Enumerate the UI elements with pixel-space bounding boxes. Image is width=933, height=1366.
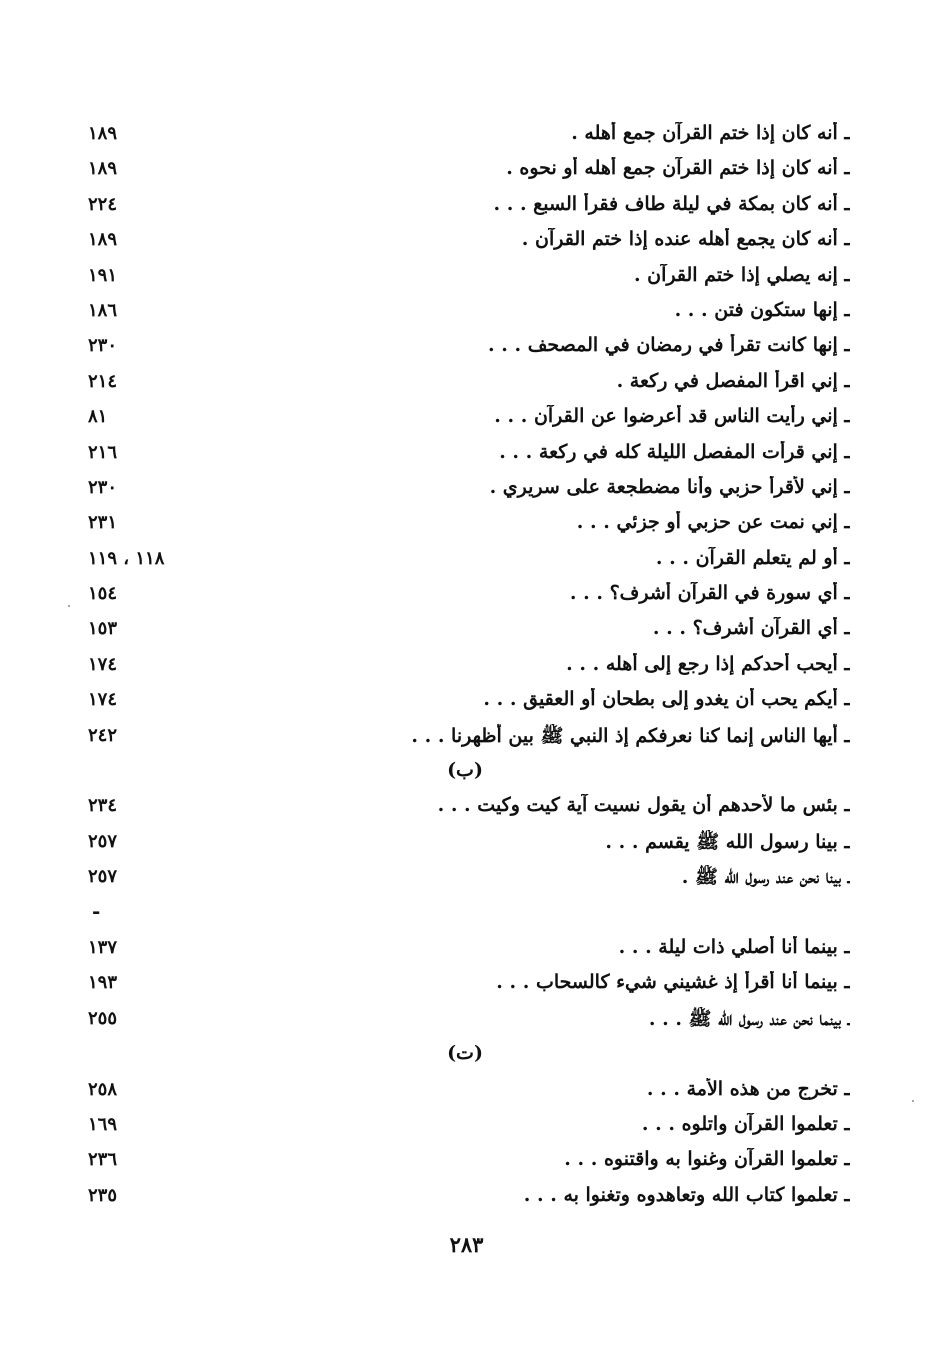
hadith-opening-text: ـ أيكم يحب أن يغدو إلى بطحان أو العقيق . . .	[483, 688, 850, 711]
hadith-opening-text: ـ أي القرآن أشرف؟ . . .	[652, 617, 850, 640]
hadith-opening-text: ـ تعلموا كتاب الله وتعاهدوه وتغنوا به . . .	[523, 1183, 850, 1206]
hadith-opening-text: ـ تخرج من هذه الأمة . . .	[646, 1077, 850, 1100]
index-entry	[80, 580, 850, 615]
hadith-opening-text: ـ أيحب أحدكم إذا رجع إلى أهله . . .	[566, 652, 850, 675]
index-entry	[80, 474, 850, 509]
index-entry	[80, 509, 850, 544]
hadith-opening-text: ـ بينما أنا أصلي ذات ليلة . . .	[618, 935, 850, 958]
page-reference: ١٣٧	[88, 936, 118, 958]
hadith-opening-text: ـ أنه كان إذا ختم القرآن جمع أهله أو نحوه .	[506, 157, 850, 180]
page-reference: ١٦٩	[88, 1113, 118, 1135]
index-entry	[80, 262, 850, 297]
hadith-opening-text: ـ أيها الناس إنما كنا نعرفكم إذ النبي ﷺ بين أظهرنا . . .	[411, 724, 850, 747]
hadith-opening-text: ـ إني نمت عن حزبي أو جزئي . . .	[576, 511, 850, 534]
hadith-opening-text: ـ تعلموا القرآن وغنوا به واقتنوه . . .	[564, 1148, 850, 1171]
page-reference: ٢٥٧	[88, 830, 118, 852]
index-entry	[80, 1005, 850, 1040]
hadith-opening-text: ـ إنه يصلي إذا ختم القرآن .	[633, 263, 850, 286]
section-letter: (ب)	[447, 759, 483, 782]
index-entry	[80, 439, 850, 474]
index-entry	[80, 155, 850, 190]
page-reference: ١١٨ ، ١١٩	[88, 547, 165, 569]
hadith-opening-text: ـ أنه كان يجمع أهله عنده إذا ختم القرآن .	[521, 228, 850, 251]
index-entry	[80, 615, 850, 650]
index-entry	[80, 1146, 850, 1181]
section-header-row	[80, 1040, 850, 1075]
hadith-opening-text: ـ أنه كان إذا ختم القرآن جمع أهله .	[571, 122, 850, 144]
page-reference: ٢١٤	[88, 370, 118, 392]
hadith-opening-text: ـ إني لأقرأ حزبي وأنا مضطجعة على سريري .	[489, 475, 850, 498]
index-entry	[80, 403, 850, 438]
page-reference: ٢١٦	[88, 441, 118, 463]
scan-speck	[912, 1100, 914, 1102]
index-entry	[80, 828, 850, 863]
page-number: ٢٨٣	[449, 1232, 484, 1257]
page-reference: ٢٥٨	[88, 1078, 118, 1100]
section-letter: (ت)	[447, 1042, 483, 1065]
page-reference: ٢٤٢	[88, 724, 118, 746]
page-reference: ٢٥٧	[88, 866, 118, 888]
section-header-row	[80, 757, 850, 792]
page-reference: ١٨٩	[88, 123, 118, 144]
hadith-opening-text: ـ أي سورة في القرآن أشرف؟ . . .	[569, 582, 850, 605]
hadith-opening-text: ـ أنه كان بمكة في ليلة طاف فقرأ السبع . . .	[493, 192, 850, 215]
index-entry	[80, 226, 850, 261]
index-entry	[80, 1076, 850, 1111]
hadith-opening-text: ـ تعلموا القرآن واتلوه . . .	[641, 1112, 850, 1135]
index-entry	[80, 651, 850, 686]
index-entry	[80, 934, 850, 969]
index-entry	[80, 1111, 850, 1146]
page-reference: ٢٥٥	[88, 1007, 118, 1029]
index-entry	[80, 792, 850, 827]
page-reference: ٢٣٥	[88, 1184, 118, 1206]
page-reference: ١٨٩	[88, 229, 118, 251]
page-reference: ١٥٣	[88, 618, 118, 640]
index-entry	[80, 368, 850, 403]
page-reference: ٢٣٦	[88, 1149, 118, 1171]
hadith-opening-text: ـ بئس ما لأحدهم أن يقول نسيت آية كيت وكيت . . .	[437, 794, 850, 817]
hadith-opening-text: ـ بينما أنا أقرأ إذ غشيني شيء كالسحاب . . .	[496, 971, 850, 994]
page-reference: ١٨٩	[88, 158, 118, 180]
page-reference: ٢٣١	[88, 512, 118, 534]
index-entry	[80, 120, 850, 155]
page-reference: ١٧٤	[88, 653, 118, 675]
index-entry	[80, 332, 850, 367]
dash-separator: -	[92, 898, 101, 923]
index-entry	[80, 686, 850, 721]
hadith-opening-text: ـ بينا نحن عند رسول الله ﷺ .	[681, 866, 850, 889]
index-entry	[80, 191, 850, 226]
page-reference: ١٧٤	[88, 689, 118, 711]
hadith-opening-text: ـ إني رأيت الناس قد أعرضوا عن القرآن . . .	[494, 405, 850, 428]
index-entry	[80, 297, 850, 332]
index-entry	[80, 1182, 850, 1217]
index-entry	[80, 722, 850, 757]
hadith-opening-text: ـ بينما نحن عند رسول الله ﷺ . . .	[648, 1007, 850, 1030]
hadith-opening-text: ـ إنها ستكون فتن . . .	[674, 298, 850, 321]
separator-row	[80, 899, 850, 934]
page-reference: ٢٣٤	[88, 795, 118, 817]
index-entry	[80, 863, 850, 898]
page-reference: ٢٣٠	[88, 335, 118, 357]
index-entry	[80, 969, 850, 1004]
scan-speck	[68, 605, 70, 607]
page-reference: ١٩١	[88, 264, 118, 286]
hadith-index-list	[80, 120, 850, 1217]
page-reference: ١٨٦	[88, 299, 118, 321]
index-entry	[80, 545, 850, 580]
page-reference: ١٩٣	[88, 972, 118, 994]
page-reference: ٢٣٠	[88, 476, 118, 498]
hadith-opening-text: ـ إنها كانت تقرأ في رمضان في المصحف . . .	[488, 334, 850, 357]
hadith-opening-text: ـ إني قرأت المفصل الليلة كله في ركعة . . .	[499, 440, 850, 463]
page-reference: ٢٢٤	[88, 193, 118, 215]
page-reference: ٨١	[88, 406, 108, 428]
hadith-opening-text: ـ أو لم يتعلم القرآن . . .	[655, 546, 850, 569]
page-reference: ١٥٤	[88, 583, 118, 605]
hadith-opening-text: ـ إني اقرأ المفصل في ركعة .	[616, 369, 850, 392]
hadith-opening-text: ـ بينا رسول الله ﷺ يقسم . . .	[605, 830, 850, 853]
